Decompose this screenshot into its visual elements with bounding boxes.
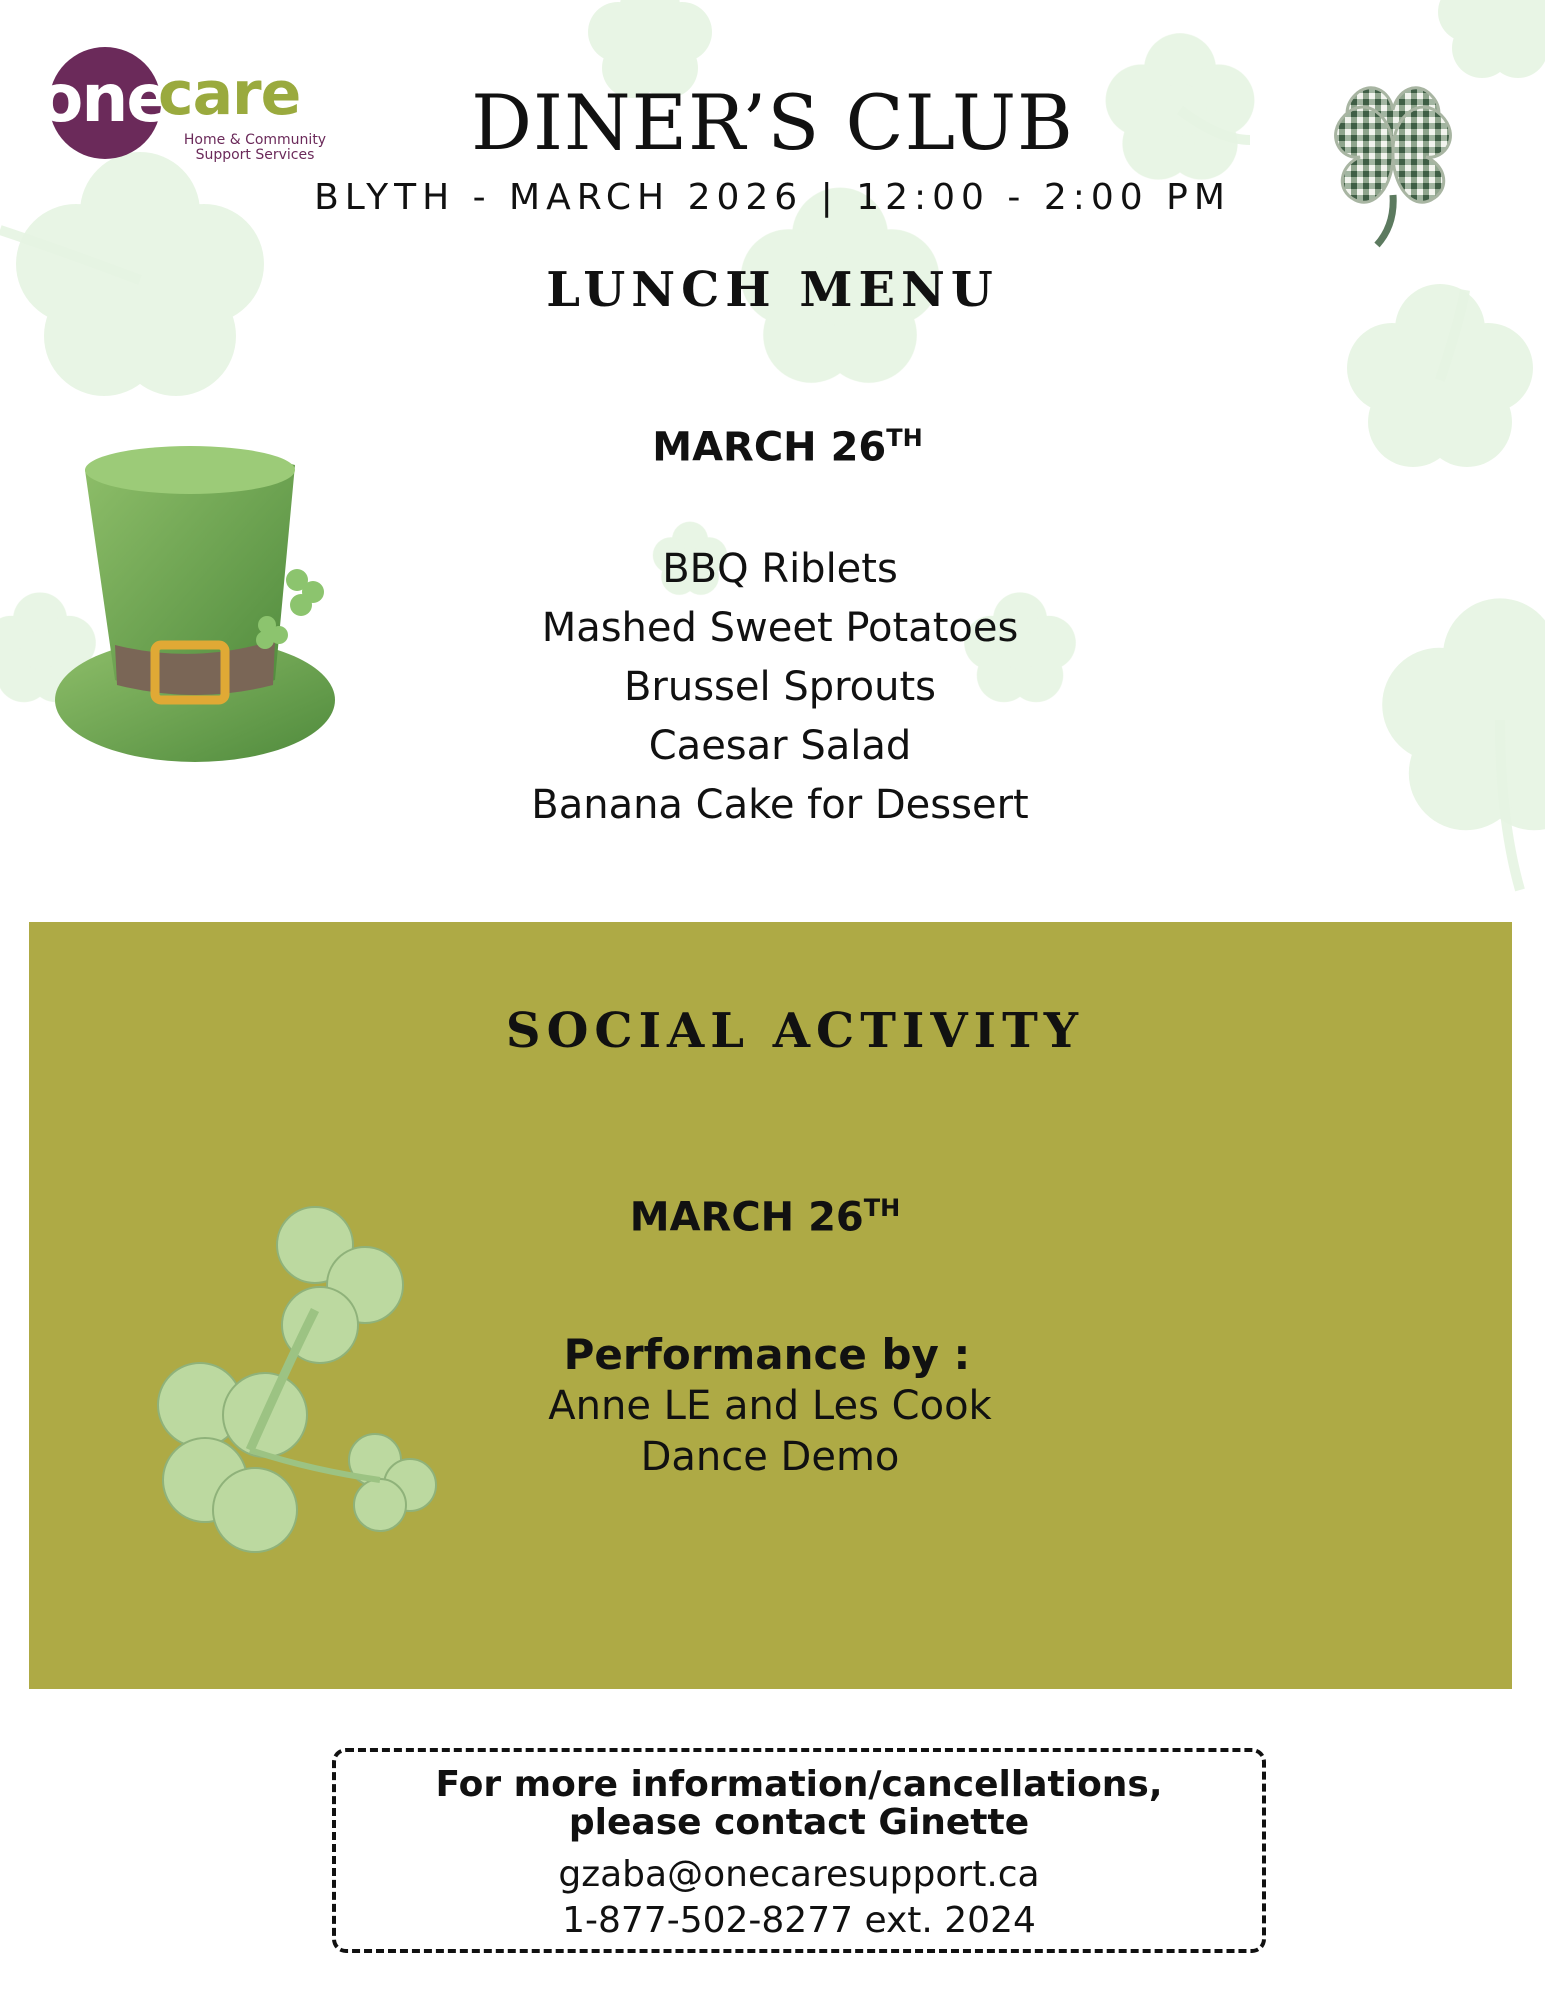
- social-date: [0, 1194, 1530, 1240]
- lunch-date-text: MARCH 26: [652, 424, 887, 471]
- contact-box: [332, 1748, 1266, 1953]
- contact-email[interactable]: gzaba@onecaresupport.ca: [558, 1854, 1040, 1895]
- lunch-menu-list: [460, 540, 1100, 835]
- menu-item: Caesar Salad: [648, 723, 912, 769]
- logo-text-one: one: [38, 60, 170, 137]
- activity-name: Dance Demo: [640, 1434, 900, 1480]
- menu-item: Banana Cake for Dessert: [531, 782, 1029, 828]
- menu-item: Brussel Sprouts: [623, 664, 937, 710]
- contact-info-line1: For more information/cancellations,: [435, 1764, 1163, 1805]
- leprechaun-hat-icon: [45, 440, 345, 770]
- page-title: DINER’S CLUB: [471, 78, 1074, 167]
- social-activity-heading: SOCIAL ACTIVITY: [505, 1003, 1085, 1059]
- event-subtitle: BLYTH - MARCH 2026 | 12:00 - 2:00 PM: [314, 177, 1231, 218]
- lunch-date-suffix: TH: [886, 424, 923, 452]
- performance-label: Performance by :: [563, 1330, 971, 1379]
- social-date-suffix: TH: [863, 1194, 901, 1222]
- contact-info-line2: please contact Ginette: [568, 1802, 1030, 1843]
- social-date-text: MARCH 26: [629, 1194, 864, 1241]
- menu-item: Mashed Sweet Potatoes: [541, 605, 1019, 651]
- contact-phone[interactable]: 1-877-502-8277 ext. 2024: [562, 1900, 1036, 1941]
- logo-tagline-line2: Support Services: [195, 147, 315, 163]
- logo-text-care: care: [158, 59, 301, 129]
- logo-tagline-line1: Home & Community: [183, 132, 327, 148]
- menu-item: BBQ Riblets: [662, 546, 898, 592]
- lunch-menu-heading: LUNCH MENU: [546, 262, 999, 318]
- performers: Anne LE and Les Cook: [548, 1383, 992, 1429]
- lunch-date: [0, 424, 1545, 470]
